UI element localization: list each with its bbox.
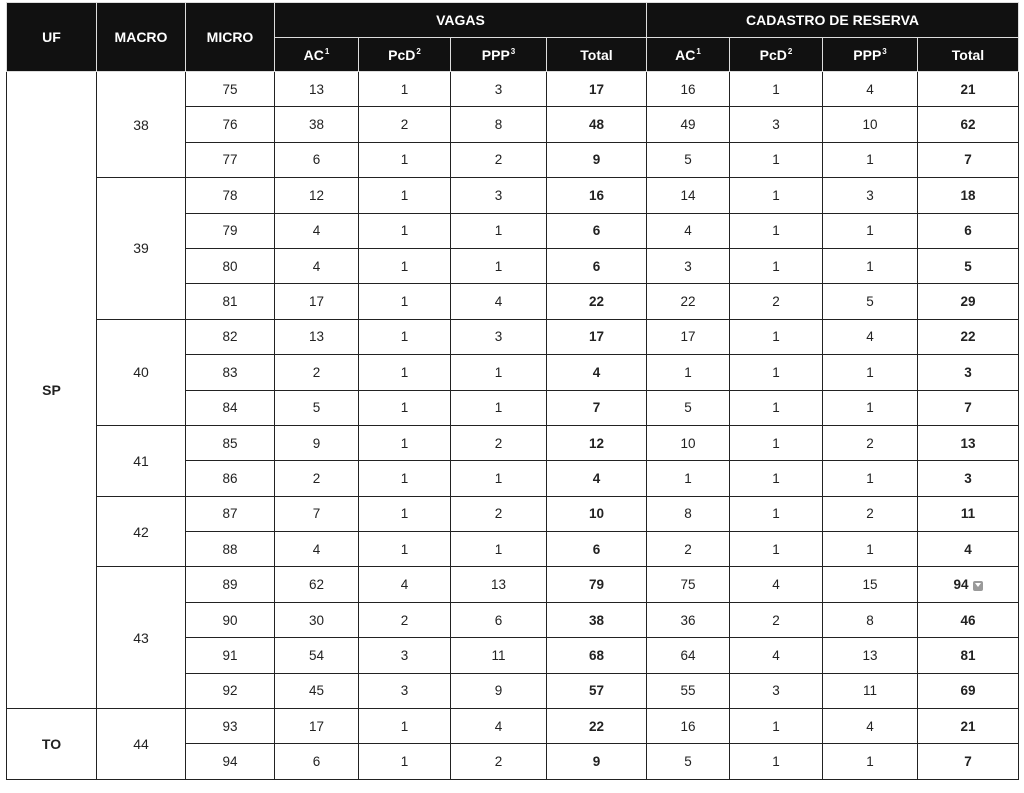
vagas-cell: 2: [451, 142, 547, 177]
cadastro-total-cell: 69: [918, 673, 1019, 708]
vagas-cell: 4: [451, 284, 547, 319]
vagas-cell: 2: [359, 107, 451, 142]
vagas-cell: 1: [359, 248, 451, 283]
vacancies-table: [6, 2, 1019, 780]
vagas-cell: 1: [451, 461, 547, 496]
vagas-cell: 1: [451, 390, 547, 425]
micro-cell: 83: [186, 355, 275, 390]
cadastro-total-cell: 13: [918, 425, 1019, 460]
cadastro-cell: 75: [647, 567, 730, 602]
cadastro-cell: 5: [647, 390, 730, 425]
vagas-cell: 2: [359, 602, 451, 637]
table-row: [7, 496, 1019, 531]
cadastro-cell: 55: [647, 673, 730, 708]
micro-cell: 75: [186, 72, 275, 107]
cadastro-cell: 36: [647, 602, 730, 637]
subheader-cadastro-total: [918, 38, 1019, 72]
cadastro-cell: 3: [730, 107, 823, 142]
cadastro-total-cell: 6: [918, 213, 1019, 248]
micro-cell: 87: [186, 496, 275, 531]
table-row: [7, 567, 1019, 602]
cadastro-total-cell: [918, 567, 1019, 602]
vagas-total-cell: 38: [547, 602, 647, 637]
cadastro-total-cell: 46: [918, 602, 1019, 637]
vagas-cell: 4: [451, 709, 547, 744]
vagas-cell: 1: [451, 248, 547, 283]
vagas-cell: 1: [359, 319, 451, 354]
cadastro-cell: 13: [823, 638, 918, 673]
micro-cell: 78: [186, 178, 275, 213]
vagas-cell: 3: [359, 673, 451, 708]
vagas-cell: 17: [275, 709, 359, 744]
micro-cell: 93: [186, 709, 275, 744]
cadastro-total-cell: 29: [918, 284, 1019, 319]
vagas-cell: 3: [451, 72, 547, 107]
vagas-cell: 4: [275, 213, 359, 248]
vagas-cell: 13: [275, 72, 359, 107]
cadastro-total-cell: 7: [918, 744, 1019, 779]
cadastro-total-cell: 5: [918, 248, 1019, 283]
cadastro-cell: 1: [823, 461, 918, 496]
micro-cell: 94: [186, 744, 275, 779]
vagas-cell: 1: [451, 532, 547, 567]
cadastro-cell: 1: [823, 532, 918, 567]
vagas-cell: 1: [359, 284, 451, 319]
vagas-cell: 12: [275, 178, 359, 213]
vagas-cell: 1: [359, 390, 451, 425]
table-row: [7, 709, 1019, 744]
cadastro-total-cell: 22: [918, 319, 1019, 354]
macro-cell: 39: [97, 178, 186, 320]
header-macro: MACRO: [97, 3, 186, 72]
vagas-cell: 1: [359, 532, 451, 567]
macro-cell: 44: [97, 709, 186, 780]
vagas-total-cell: 57: [547, 673, 647, 708]
cadastro-cell: 1: [730, 142, 823, 177]
vagas-cell: 3: [359, 638, 451, 673]
chevron-down-icon[interactable]: [973, 581, 983, 591]
cadastro-cell: 1: [730, 213, 823, 248]
cadastro-cell: 3: [647, 248, 730, 283]
vagas-cell: 17: [275, 284, 359, 319]
cadastro-cell: 1: [647, 355, 730, 390]
macro-cell: 42: [97, 496, 186, 567]
vagas-cell: 1: [451, 355, 547, 390]
vagas-total-cell: 4: [547, 355, 647, 390]
cadastro-cell: 1: [730, 744, 823, 779]
header-vagas: VAGAS: [275, 3, 647, 38]
vagas-cell: 1: [359, 709, 451, 744]
vagas-cell: 62: [275, 567, 359, 602]
vagas-cell: 13: [275, 319, 359, 354]
vagas-cell: 4: [359, 567, 451, 602]
micro-cell: 86: [186, 461, 275, 496]
cadastro-cell: 1: [730, 248, 823, 283]
cadastro-total-cell: 21: [918, 72, 1019, 107]
subheader-vagas-pcd: [359, 38, 451, 72]
vagas-cell: 1: [359, 213, 451, 248]
vagas-cell: 1: [359, 461, 451, 496]
vagas-total-cell: 22: [547, 709, 647, 744]
cadastro-cell: 14: [647, 178, 730, 213]
cadastro-cell: 10: [647, 425, 730, 460]
header-uf: UF: [7, 3, 97, 72]
cadastro-total-cell: 62: [918, 107, 1019, 142]
subheader-cadastro-ppp: [823, 38, 918, 72]
cadastro-cell: 1: [730, 709, 823, 744]
cadastro-total-cell: 11: [918, 496, 1019, 531]
macro-cell: 38: [97, 72, 186, 178]
cadastro-cell: 16: [647, 72, 730, 107]
vagas-total-cell: 22: [547, 284, 647, 319]
vagas-cell: 1: [359, 178, 451, 213]
cadastro-total-cell: 21: [918, 709, 1019, 744]
vagas-cell: 6: [275, 744, 359, 779]
vagas-cell: 2: [451, 425, 547, 460]
vagas-cell: 6: [451, 602, 547, 637]
vagas-total-cell: 9: [547, 142, 647, 177]
cadastro-total-cell: 7: [918, 142, 1019, 177]
cadastro-cell: 1: [823, 248, 918, 283]
uf-cell: TO: [7, 709, 97, 780]
macro-cell: 43: [97, 567, 186, 709]
vagas-cell: 1: [359, 72, 451, 107]
cadastro-total-cell: 3: [918, 355, 1019, 390]
subheader-label: Total: [951, 46, 985, 63]
subheader-label: PcD: [759, 46, 787, 63]
subheader-label: PPP: [853, 46, 882, 63]
vagas-total-cell: 9: [547, 744, 647, 779]
cadastro-cell: 4: [730, 638, 823, 673]
cadastro-cell: 1: [730, 72, 823, 107]
micro-cell: 82: [186, 319, 275, 354]
vagas-cell: 11: [451, 638, 547, 673]
vagas-total-cell: 10: [547, 496, 647, 531]
subheader-cadastro-pcd: [730, 38, 823, 72]
vagas-cell: 2: [275, 355, 359, 390]
cadastro-cell: 4: [730, 567, 823, 602]
cadastro-cell: 17: [647, 319, 730, 354]
vagas-total-cell: 6: [547, 213, 647, 248]
cadastro-cell: 8: [647, 496, 730, 531]
cadastro-cell: 8: [823, 602, 918, 637]
footnote-marker: 3: [510, 46, 516, 56]
uf-cell: SP: [7, 72, 97, 709]
cadastro-cell: 1: [730, 532, 823, 567]
micro-cell: 89: [186, 567, 275, 602]
vagas-cell: 2: [451, 744, 547, 779]
cadastro-cell: 1: [730, 496, 823, 531]
cadastro-cell: 1: [647, 461, 730, 496]
cadastro-cell: 2: [647, 532, 730, 567]
cadastro-total-cell: 18: [918, 178, 1019, 213]
vagas-cell: 1: [359, 142, 451, 177]
micro-cell: 91: [186, 638, 275, 673]
vagas-total-cell: 12: [547, 425, 647, 460]
footnote-marker: 1: [324, 46, 330, 56]
cadastro-cell: 3: [823, 178, 918, 213]
footnote-marker: 3: [882, 46, 887, 56]
cadastro-cell: 1: [823, 355, 918, 390]
footnote-marker: 2: [787, 46, 793, 56]
vagas-cell: 1: [359, 355, 451, 390]
vagas-cell: 2: [275, 461, 359, 496]
subheader-label: PPP: [481, 46, 510, 63]
vagas-cell: 2: [451, 496, 547, 531]
cadastro-cell: 49: [647, 107, 730, 142]
micro-cell: 90: [186, 602, 275, 637]
cadastro-total-cell: 3: [918, 461, 1019, 496]
vagas-cell: 3: [451, 178, 547, 213]
table-row: [7, 425, 1019, 460]
cadastro-cell: 2: [730, 602, 823, 637]
cadastro-cell: 1: [823, 142, 918, 177]
micro-cell: 76: [186, 107, 275, 142]
cadastro-cell: 1: [730, 425, 823, 460]
vagas-cell: 1: [359, 425, 451, 460]
cadastro-cell: 2: [730, 284, 823, 319]
cadastro-total-cell: 4: [918, 532, 1019, 567]
vagas-total-cell: 7: [547, 390, 647, 425]
vagas-cell: 6: [275, 142, 359, 177]
table-row: [7, 319, 1019, 354]
vagas-total-cell: 16: [547, 178, 647, 213]
vagas-cell: 8: [451, 107, 547, 142]
vagas-cell: 1: [359, 496, 451, 531]
vagas-cell: 4: [275, 248, 359, 283]
cell-value: 94: [953, 577, 969, 593]
cadastro-cell: 1: [823, 213, 918, 248]
vagas-cell: 9: [451, 673, 547, 708]
subheader-label: Total: [580, 46, 613, 63]
cadastro-cell: 1: [730, 178, 823, 213]
cadastro-cell: 5: [647, 142, 730, 177]
vagas-cell: 3: [451, 319, 547, 354]
cadastro-cell: 2: [823, 496, 918, 531]
macro-cell: 41: [97, 425, 186, 496]
cadastro-cell: 1: [823, 390, 918, 425]
table-row: [7, 72, 1019, 107]
vagas-cell: 1: [359, 744, 451, 779]
cadastro-cell: 4: [823, 709, 918, 744]
vagas-cell: 9: [275, 425, 359, 460]
vagas-cell: 7: [275, 496, 359, 531]
cadastro-cell: 64: [647, 638, 730, 673]
cadastro-cell: 10: [823, 107, 918, 142]
vagas-cell: 30: [275, 602, 359, 637]
vagas-cell: 13: [451, 567, 547, 602]
vagas-cell: 5: [275, 390, 359, 425]
subheader-vagas-ppp: [451, 38, 547, 72]
vagas-cell: 38: [275, 107, 359, 142]
micro-cell: 77: [186, 142, 275, 177]
cadastro-cell: 1: [730, 355, 823, 390]
cadastro-cell: 11: [823, 673, 918, 708]
vagas-total-cell: 17: [547, 72, 647, 107]
subheader-cadastro-ac: [647, 38, 730, 72]
vagas-total-cell: 48: [547, 107, 647, 142]
micro-cell: 85: [186, 425, 275, 460]
table-header: [7, 3, 1019, 72]
table-container: [6, 2, 1019, 780]
micro-cell: 81: [186, 284, 275, 319]
cadastro-cell: 1: [730, 461, 823, 496]
vagas-total-cell: 79: [547, 567, 647, 602]
footnote-marker: 1: [696, 46, 701, 56]
vagas-total-cell: 6: [547, 248, 647, 283]
cadastro-cell: 4: [823, 72, 918, 107]
header-micro: MICRO: [186, 3, 275, 72]
micro-cell: 79: [186, 213, 275, 248]
table-body: [7, 72, 1019, 780]
cadastro-cell: 2: [823, 425, 918, 460]
micro-cell: 92: [186, 673, 275, 708]
cadastro-cell: 3: [730, 673, 823, 708]
cadastro-cell: 22: [647, 284, 730, 319]
subheader-label: AC: [675, 46, 696, 63]
vagas-cell: 1: [451, 213, 547, 248]
subheader-vagas-ac: [275, 38, 359, 72]
vagas-total-cell: 17: [547, 319, 647, 354]
cadastro-total-cell: 7: [918, 390, 1019, 425]
cadastro-cell: 4: [647, 213, 730, 248]
vagas-total-cell: 4: [547, 461, 647, 496]
subheader-label: AC: [303, 46, 324, 63]
subheader-vagas-total: [547, 38, 647, 72]
micro-cell: 88: [186, 532, 275, 567]
cadastro-cell: 4: [823, 319, 918, 354]
macro-cell: 40: [97, 319, 186, 425]
vagas-cell: 45: [275, 673, 359, 708]
table-row: [7, 178, 1019, 213]
header-cadastro: CADASTRO DE RESERVA: [647, 3, 1019, 38]
micro-cell: 84: [186, 390, 275, 425]
vagas-total-cell: 68: [547, 638, 647, 673]
cadastro-cell: 5: [823, 284, 918, 319]
cadastro-cell: 5: [647, 744, 730, 779]
footnote-marker: 2: [416, 46, 421, 56]
cadastro-cell: 1: [823, 744, 918, 779]
vagas-cell: 4: [275, 532, 359, 567]
cadastro-cell: 1: [730, 319, 823, 354]
cadastro-cell: 16: [647, 709, 730, 744]
vagas-total-cell: 6: [547, 532, 647, 567]
subheader-label: PcD: [388, 46, 416, 63]
cadastro-cell: 15: [823, 567, 918, 602]
cadastro-total-cell: 81: [918, 638, 1019, 673]
cadastro-cell: 1: [730, 390, 823, 425]
micro-cell: 80: [186, 248, 275, 283]
vagas-cell: 54: [275, 638, 359, 673]
